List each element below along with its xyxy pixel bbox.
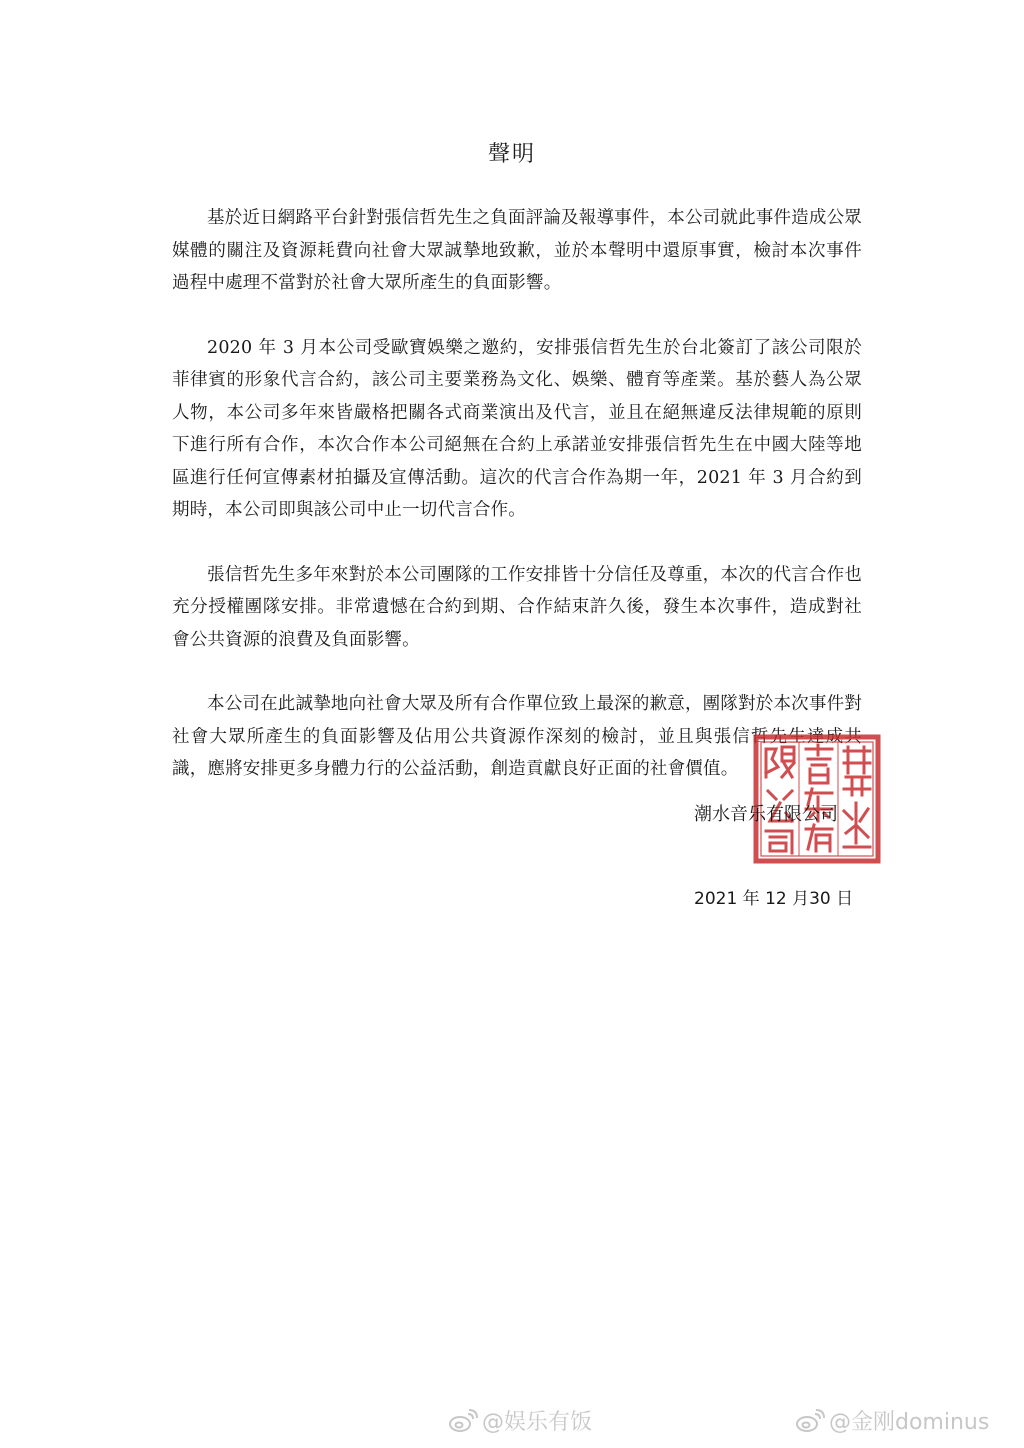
- paragraph-1: 基於近日網路平台針對張信哲先生之負面評論及報導事件，本公司就此事件造成公眾媒體的關注及資源耗費向社會大眾誠摯地致歉，並於本聲明中還原事實，檢討本次事件過程中處理不當對於社會大眾所產生的負面影響。: [172, 208, 862, 293]
- weibo-icon: [795, 1408, 825, 1434]
- paragraph-2: 2020 年 3 月本公司受歐寶娛樂之邀約，安排張信哲先生於台北簽訂了該公司限於菲律賓的形象代言合約，該公司主要業務為文化、娛樂、體育等產業。基於藝人為公眾人物，本公司多年來皆嚴格把關各式商業演出及代言，並且在絕無違反法律規範的原則下進行所有合作，本次合作本公司絕無在合約上承諾並安排張信哲先生在中國大陸等地區進行任何宣傳素材拍攝及宣傳活動。這次的代言合作為期一年，2021 年 3 月合約到期時，本公司即與該公司中止一切代言合作。: [172, 337, 862, 520]
- watermark-left: [448, 1405, 592, 1436]
- document-title: 聲明: [487, 142, 536, 167]
- watermark-right: [795, 1405, 989, 1436]
- company-name: 潮水音乐有限公司: [694, 804, 838, 825]
- paragraph-3: 張信哲先生多年來對於本公司團隊的工作安排皆十分信任及尊重，本次的代言合作也充分授權團隊安排。非常遺憾在合約到期、合作結束許久後，發生本次事件，造成對社會公共資源的浪費及負面影響。: [172, 564, 862, 650]
- paragraph-4: 本公司在此誠摯地向社會大眾及所有合作單位致上最深的歉意，團隊對於本次事件對社會大眾所產生的負面影響及佔用公共資源作深刻的檢討，並且與張信哲先生達成共識，應將安排更多身體力行的公益活動，創造貢獻良好正面的社會價值。: [172, 694, 862, 779]
- statement-date: 2021 年 12 月30 日: [694, 889, 854, 909]
- document-body: [172, 202, 862, 818]
- weibo-icon: [448, 1408, 478, 1434]
- watermark-right-text: @金刚dominus: [829, 1410, 990, 1435]
- watermark-bar: [0, 1405, 1024, 1445]
- watermark-left-text: @娱乐有饭: [482, 1410, 593, 1435]
- company-seal-icon: [752, 733, 882, 865]
